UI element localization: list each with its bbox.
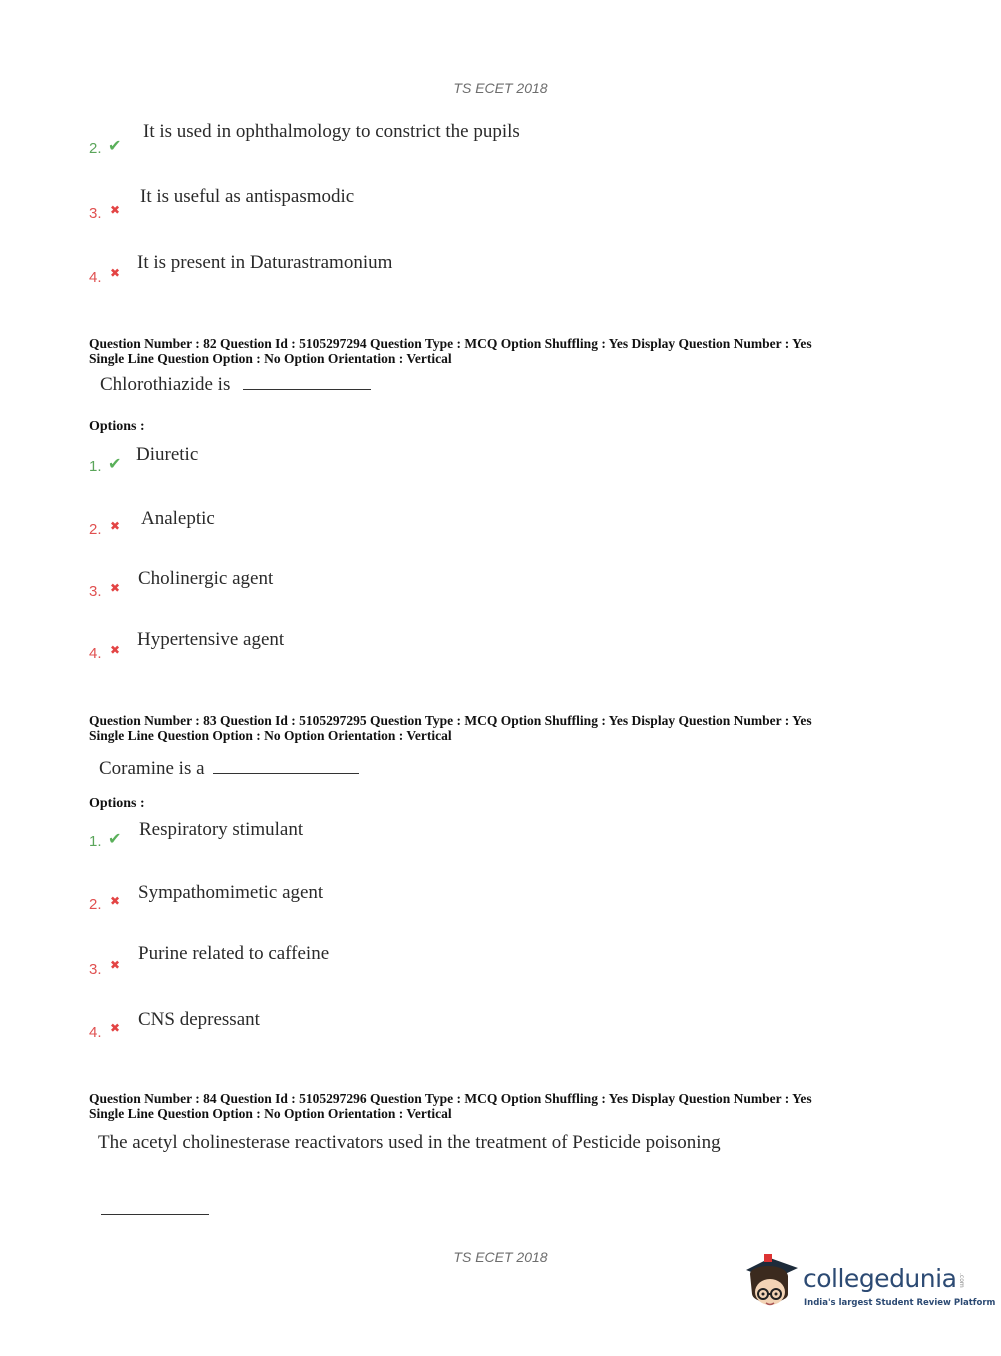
option-number: 2. bbox=[89, 140, 102, 157]
option-text: Sympathomimetic agent bbox=[138, 882, 324, 903]
cross-icon: ✖ bbox=[110, 1021, 121, 1035]
question-meta-line2: Single Line Question Option : No Option Orientation : Vertical bbox=[89, 728, 452, 743]
logo-tagline: India's largest Student Review Platform bbox=[804, 1298, 996, 1308]
option-number: 3. bbox=[89, 205, 102, 222]
cross-icon: ✖ bbox=[110, 581, 121, 595]
option-number: 4. bbox=[89, 269, 102, 286]
question-stem-text: Chlorothiazide is bbox=[100, 374, 231, 395]
options-label: Options : bbox=[89, 419, 145, 434]
logo-domain-suffix: .com bbox=[958, 1273, 965, 1288]
question-meta-line1: Question Number : 83 Question Id : 5105297295 Question Type : MCQ Option Shuffling : Yes Display Question Number : Yes bbox=[89, 713, 812, 728]
question-stem-text: The acetyl cholinesterase reactivators used in the treatment of Pesticide poisoning bbox=[98, 1132, 721, 1153]
cross-icon: ✖ bbox=[110, 203, 121, 217]
answer-blank bbox=[101, 1214, 209, 1215]
option-text: It is present in Daturastramonium bbox=[137, 252, 393, 273]
cross-icon: ✖ bbox=[110, 266, 121, 280]
option-number: 3. bbox=[89, 961, 102, 978]
mascot-icon bbox=[742, 1250, 800, 1312]
question-meta-line1: Question Number : 82 Question Id : 5105297294 Question Type : MCQ Option Shuffling : Yes Display Question Number : Yes bbox=[89, 336, 812, 351]
option-number: 1. bbox=[89, 458, 102, 475]
option-number: 2. bbox=[89, 896, 102, 913]
option-text: Diuretic bbox=[136, 444, 199, 465]
check-icon: ✔ bbox=[108, 829, 122, 848]
cross-icon: ✖ bbox=[110, 894, 121, 908]
option-text: Cholinergic agent bbox=[138, 568, 274, 589]
question-stem-text: Coramine is a bbox=[99, 758, 205, 779]
option-number: 2. bbox=[89, 521, 102, 538]
question-meta-line2: Single Line Question Option : No Option Orientation : Vertical bbox=[89, 351, 452, 366]
option-number: 4. bbox=[89, 645, 102, 662]
cross-icon: ✖ bbox=[110, 958, 121, 972]
option-number: 3. bbox=[89, 583, 102, 600]
option-number: 4. bbox=[89, 1024, 102, 1041]
option-text: Respiratory stimulant bbox=[139, 819, 304, 840]
answer-blank bbox=[243, 389, 371, 390]
option-text: Purine related to caffeine bbox=[138, 943, 330, 964]
cross-icon: ✖ bbox=[110, 643, 121, 657]
page-header: TS ECET 2018 bbox=[453, 80, 548, 96]
question-meta-line2: Single Line Question Option : No Option Orientation : Vertical bbox=[89, 1106, 452, 1121]
check-icon: ✔ bbox=[108, 454, 122, 473]
question-stem bbox=[100, 374, 371, 396]
option-text: Analeptic bbox=[141, 508, 215, 529]
option-text: It is useful as antispasmodic bbox=[140, 186, 355, 207]
question-stem bbox=[99, 758, 359, 780]
options-label: Options : bbox=[89, 796, 145, 811]
logo-wordmark: collegedunia bbox=[803, 1264, 957, 1293]
option-number: 1. bbox=[89, 833, 102, 850]
page-footer: TS ECET 2018 bbox=[453, 1249, 548, 1265]
option-text: It is used in ophthalmology to constrict the pupils bbox=[143, 121, 520, 142]
check-icon: ✔ bbox=[108, 136, 122, 155]
question-meta-line1: Question Number : 84 Question Id : 5105297296 Question Type : MCQ Option Shuffling : Yes Display Question Number : Yes bbox=[89, 1091, 812, 1106]
option-text: Hypertensive agent bbox=[137, 629, 285, 650]
option-text: CNS depressant bbox=[138, 1009, 260, 1030]
cross-icon: ✖ bbox=[110, 519, 121, 533]
answer-blank bbox=[213, 773, 359, 774]
